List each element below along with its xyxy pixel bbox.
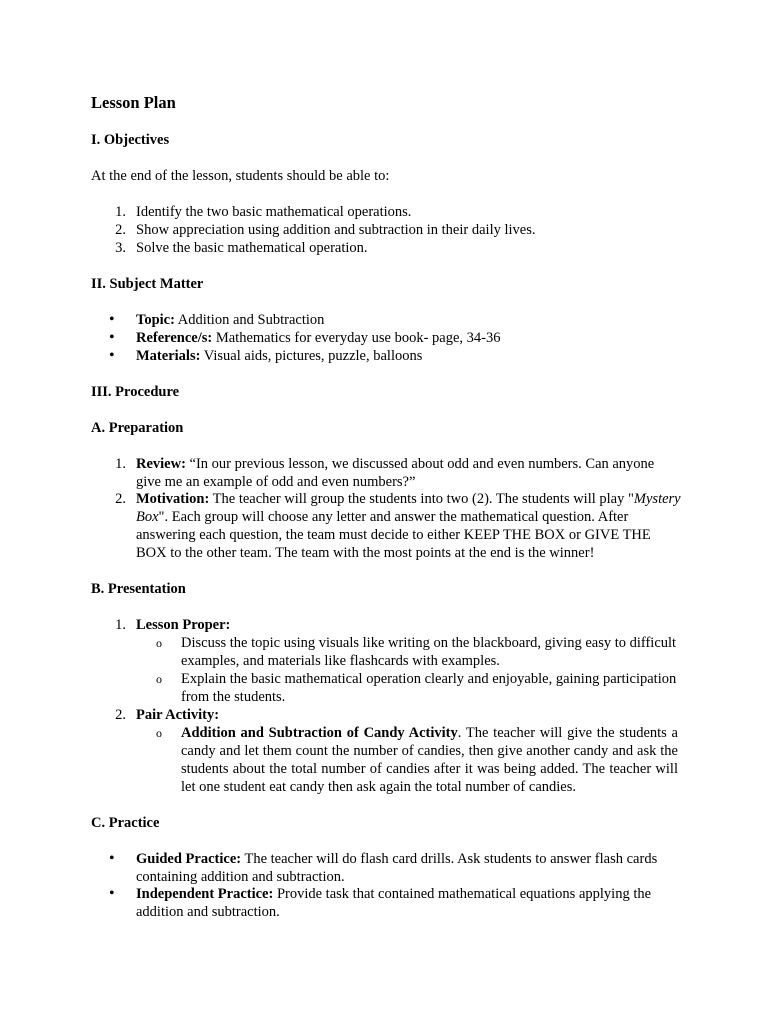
- preparation-number: 2.: [115, 491, 126, 507]
- lesson-proper-subitem: Discuss the topic using visuals like writing on the blackboard, giving easy to difficult examples, and materials like flashcards with examples.: [181, 635, 677, 669]
- bullet-icon: •: [109, 347, 115, 364]
- review-item: [136, 455, 681, 491]
- practice-item-text: The teacher will do flash card drills. Ask students to answer flash cards containing addition and subtraction.: [136, 851, 658, 885]
- candy-activity-text: . The teacher will give the students a candy and let them count the number of candies, then give another candy and ask the students about the total number of candies after it was being added. The teacher will let one student eat candy then ask again the total number of candies.: [181, 725, 678, 795]
- lesson-proper-label: Lesson Proper:: [136, 617, 231, 633]
- presentation-heading: B. Presentation: [91, 581, 186, 597]
- subject-matter-heading: II. Subject Matter: [91, 276, 204, 292]
- subject-item-text: Addition and Subtraction: [174, 312, 325, 328]
- procedure-heading: III. Procedure: [91, 384, 180, 400]
- objective-number: 3.: [115, 240, 126, 256]
- preparation-number: 1.: [115, 456, 126, 472]
- subject-item-topic: [136, 311, 681, 329]
- subject-item-text: Visual aids, pictures, puzzle, balloons: [200, 348, 423, 364]
- page-title: Lesson Plan: [91, 93, 176, 112]
- sub-bullet-icon: o: [156, 636, 162, 650]
- pair-activity-label: Pair Activity:: [136, 707, 220, 723]
- objectives-intro: At the end of the lesson, students should be able to:: [91, 168, 390, 184]
- bullet-icon: •: [109, 329, 115, 346]
- motivation-item: [136, 490, 681, 562]
- lesson-proper-subitem: Explain the basic mathematical operation clearly and enjoyable, gaining participation from the students.: [181, 671, 677, 705]
- objective-item: Identify the two basic mathematical operations.: [136, 204, 412, 220]
- practice-item-guided: [136, 850, 681, 886]
- bullet-icon: •: [109, 850, 115, 867]
- review-text: “In our previous lesson, we discussed about odd and even numbers. Can anyone give me an example of odd and even numbers?”: [136, 456, 655, 490]
- objective-number: 2.: [115, 222, 126, 238]
- practice-heading: C. Practice: [91, 815, 160, 831]
- presentation-number: 1.: [115, 617, 126, 633]
- bullet-icon: •: [109, 311, 115, 328]
- sub-bullet-icon: o: [156, 726, 162, 740]
- motivation-text: ". Each group will choose any letter and answer the mathematical question. After answering each question, the team must decide to either KEEP THE BOX or GIVE THE BOX to the other team. The team with the most points at the end is the winner!: [136, 509, 651, 561]
- objective-number: 1.: [115, 204, 126, 220]
- candy-activity-label: Addition and Subtraction of Candy Activity: [181, 725, 458, 741]
- motivation-text: The teacher will group the students into two (2). The students will play ": [209, 491, 634, 507]
- practice-item-label: Independent Practice:: [136, 886, 274, 902]
- objective-item: Show appreciation using addition and subtraction in their daily lives.: [136, 222, 536, 238]
- sub-bullet-icon: o: [156, 672, 162, 686]
- motivation-label: Motivation:: [136, 491, 210, 507]
- preparation-heading: A. Preparation: [91, 420, 184, 436]
- subject-item-label: Topic:: [136, 312, 175, 328]
- practice-item-text: Provide task that contained mathematical equations applying the addition and subtraction.: [136, 886, 652, 920]
- objective-item: Solve the basic mathematical operation.: [136, 240, 368, 256]
- bullet-icon: •: [109, 885, 115, 902]
- subject-item-text: Mathematics for everyday use book- page, 34-36: [212, 330, 501, 346]
- practice-item-label: Guided Practice:: [136, 851, 242, 867]
- review-label: Review:: [136, 456, 186, 472]
- candy-activity-item: [181, 724, 678, 796]
- subject-item-materials: [136, 347, 681, 365]
- subject-item-label: Reference/s:: [136, 330, 213, 346]
- presentation-number: 2.: [115, 707, 126, 723]
- subject-item-label: Materials:: [136, 348, 201, 364]
- objectives-heading: I. Objectives: [91, 132, 170, 148]
- subject-item-reference: [136, 329, 681, 347]
- motivation-game-name: Mystery Box: [136, 491, 681, 525]
- practice-item-independent: [136, 885, 681, 921]
